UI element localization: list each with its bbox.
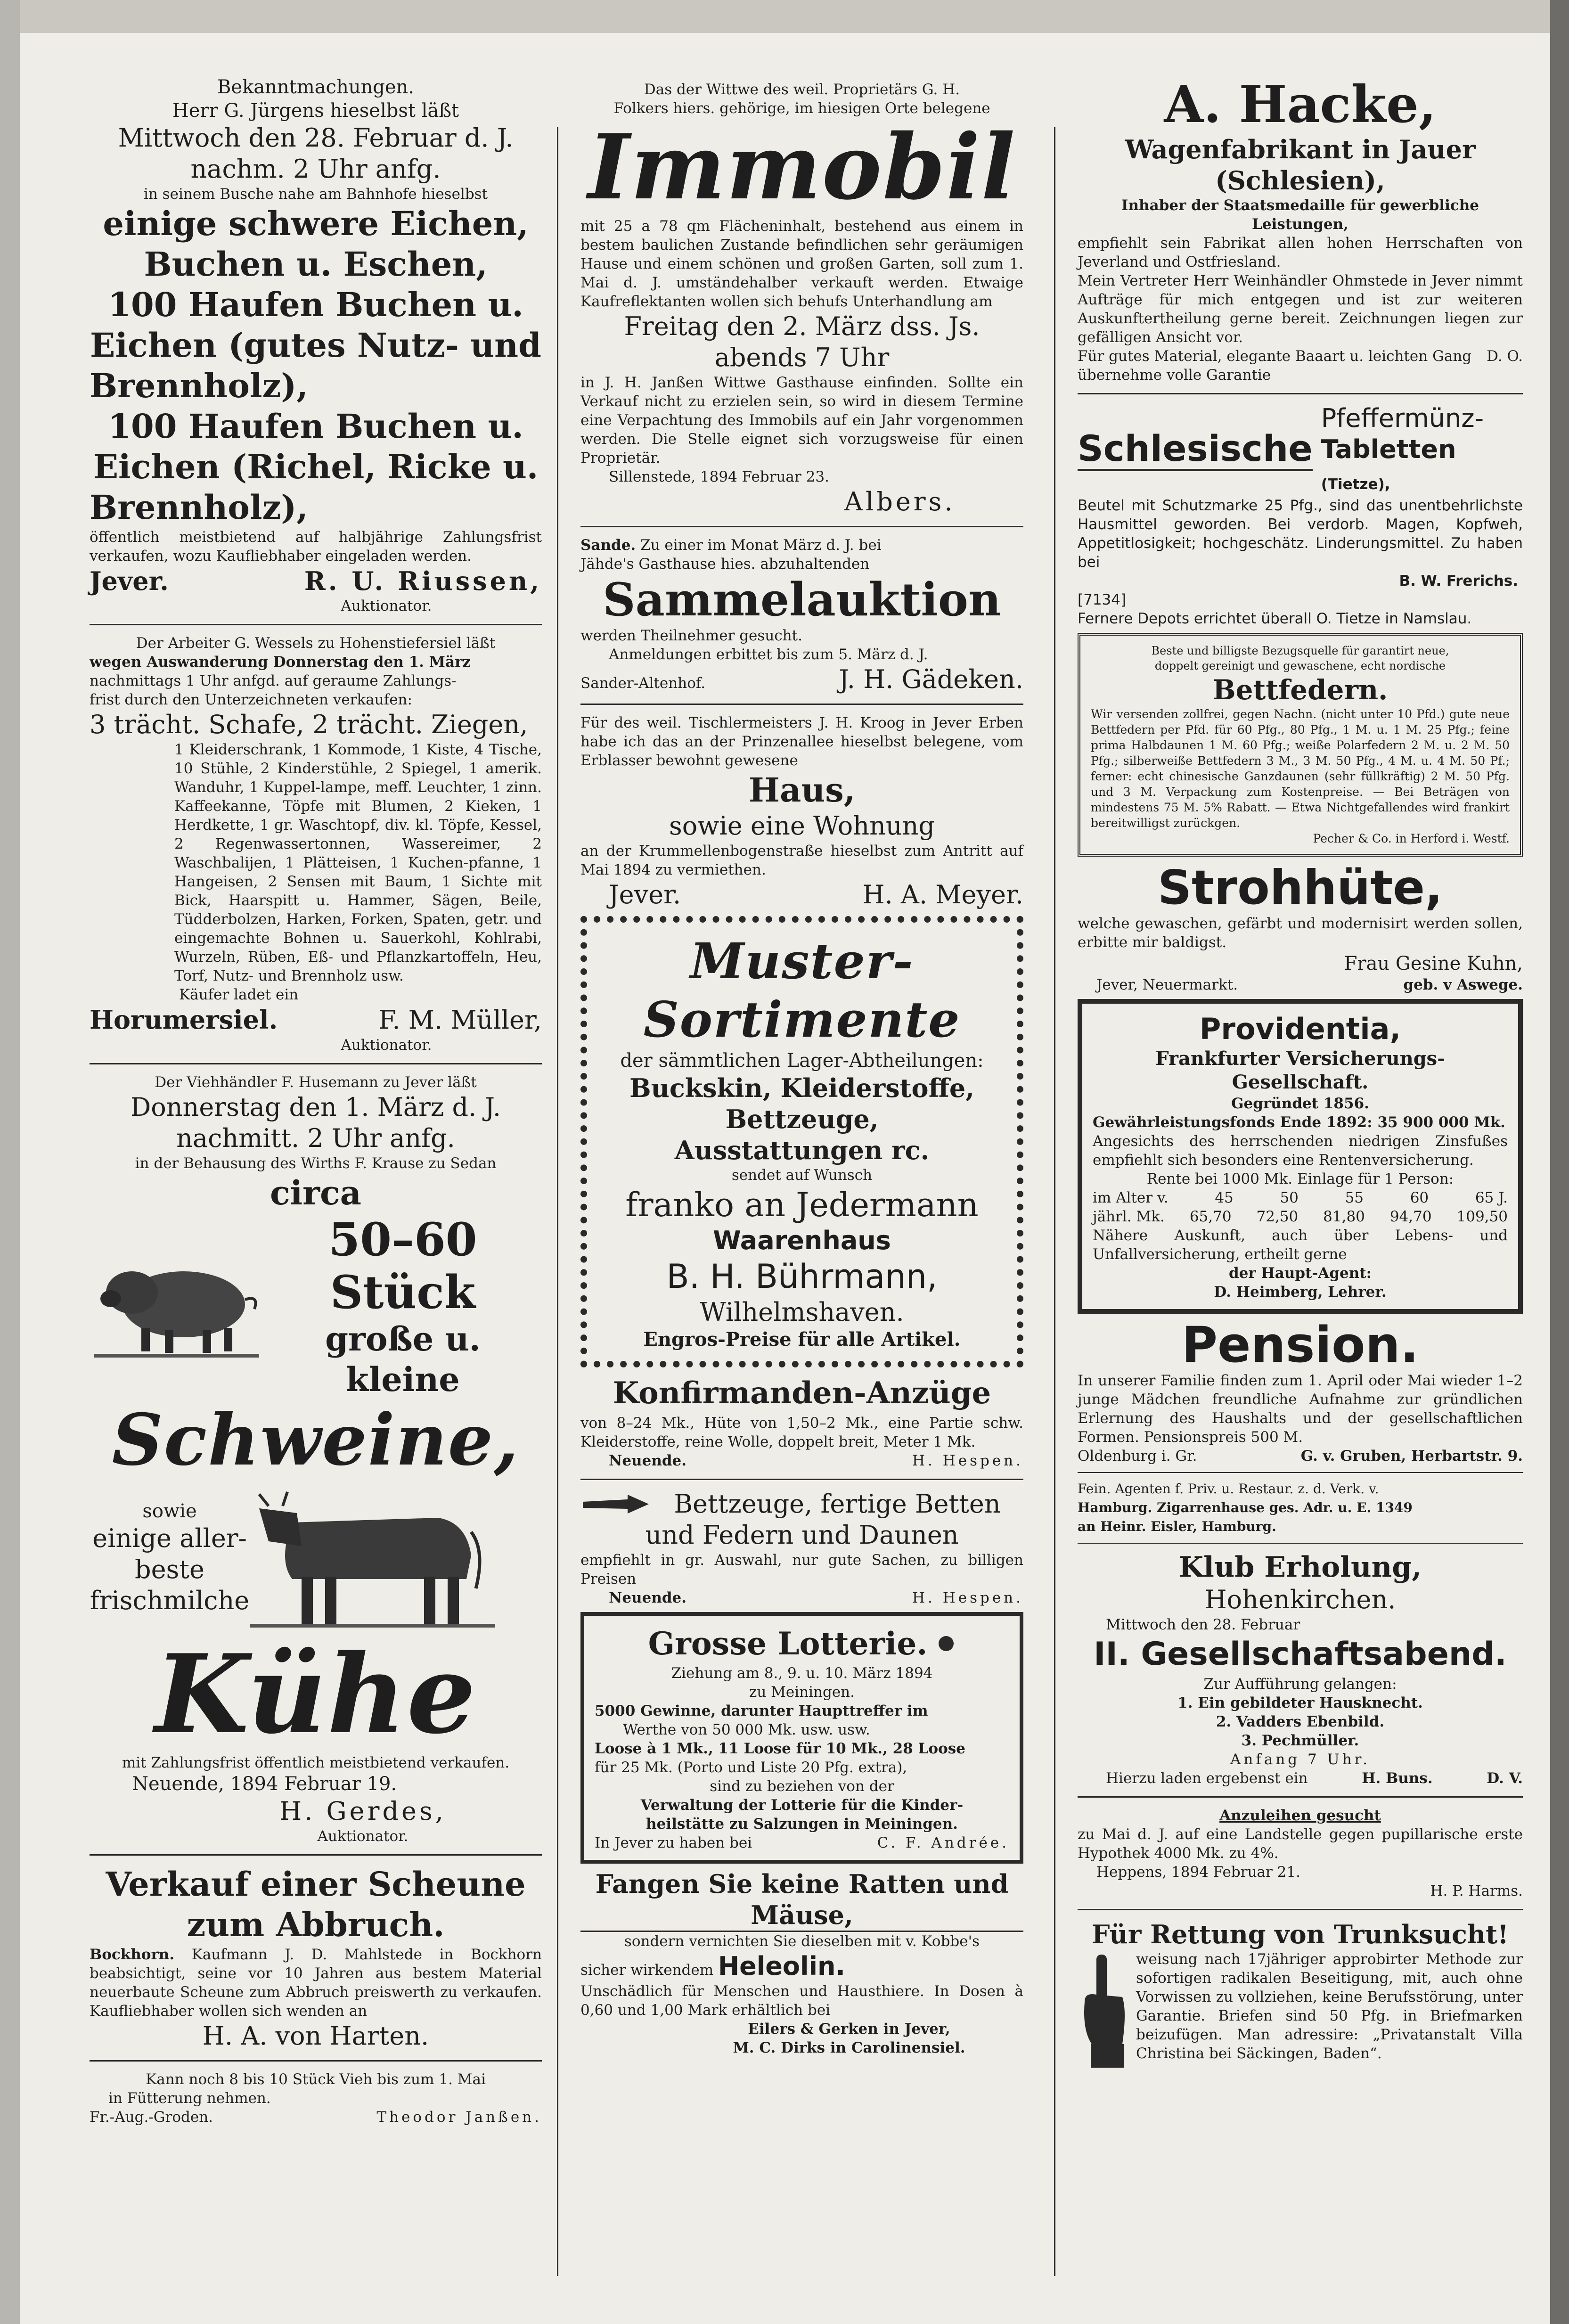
ad-bedding — [580, 1489, 1023, 1607]
ad-line: große u. kleine — [325, 1319, 481, 1399]
ad-title: zum Abbruch. — [187, 1905, 445, 1944]
section-heading: Bekanntmachungen. — [217, 76, 414, 98]
ad-divider — [580, 704, 1023, 705]
column-rule — [1054, 127, 1055, 2276]
ad-place: Jever. — [609, 880, 681, 909]
ad-loan-wanted — [1078, 1806, 1523, 1900]
ad-line: Beste und billigste Bezugsquelle für garantirt neue, — [1151, 644, 1449, 657]
rent-value: 65,70 — [1189, 1208, 1232, 1225]
ad-title: Konfirmanden-Anzüge — [613, 1375, 991, 1411]
ad-body: Angesichts des herrschenden niedrigen Zinsfußes empfiehlt sich besonders eine Rentenversicherung. — [1093, 1133, 1508, 1169]
ad-house-rent — [580, 713, 1023, 910]
ad-date: Neuende, 1894 Februar 19. — [132, 1773, 397, 1795]
ad-line: Anmeldungen erbittet bis zum 5. März d. J. — [609, 646, 928, 663]
ad-line: 100 Haufen Buchen u. — [108, 285, 523, 324]
ad-title: Pension. — [1181, 1316, 1419, 1374]
ad-body: Wir versenden zollfrei, gegen Nachn. (nicht unter 10 Pfd.) gute neue Bettfedern per Pfd. für 60 Pfg., 80 Pfg., 1 M. u. 1 M. 25 Pfg.; feine prima Halbdaunen 1 M. 60 Pfg.; weiße Polarfedern 2 M. u. 2 M. 50 Pfg.; silberweiße Bettfedern 3 M., 3 M. 50 Pfg., 4 M. u. 4 M. 50 Pf.; ferner: echt chinesische Ganzdaunen (sehr füllkräftig) 2 M. 50 Pfg. und 3 M. Verpackung zum Kostenpreise. — Bei Beträgen von mindestens 75 M. 5% Rabatt. — Etwa Nichtgefallendes wird frankirt bereitwilligst zurückgen. — [1091, 707, 1510, 830]
ad-line: in Fütterung nehmen. — [108, 2090, 271, 2107]
ad-divider — [90, 2060, 542, 2062]
ad-divider — [90, 1854, 542, 1856]
rent-age: 45 — [1215, 1189, 1234, 1206]
ad-signature: H. Gerdes, — [279, 1796, 446, 1826]
ad-role: Auktionator. — [317, 1828, 409, 1845]
ad-line: in seinem Busche nahe am Bahnhofe hieselbst — [143, 186, 488, 203]
ad-signature: R. U. Riussen, — [304, 566, 542, 596]
ad-line: Käufer ladet ein — [179, 986, 299, 1003]
ad-body: Unschädlich für Menschen und Hausthiere. In Dosen à 0,60 und 1,00 Mark erhältlich bei — [580, 1983, 1023, 2019]
ad-title: Sammelauktion — [603, 573, 1001, 626]
ad-line: Hamburg. Zigarrenhause ges. Adr. u. E. 1349 — [1078, 1500, 1413, 1515]
ad-body: zu Mai d. J. auf eine Landstelle gegen pupillarische erste Hypothek 4000 Mk. zu 4%. — [1078, 1826, 1523, 1862]
ad-brand: Heleolin. — [718, 1951, 846, 1981]
ad-line: Donnerstag den 1. März d. J. — [130, 1092, 501, 1122]
ad-line: Rente bei 1000 Mk. Einlage für 1 Person: — [1146, 1170, 1454, 1187]
ad-cattle-fodder — [90, 2070, 542, 2127]
ad-line: wegen Auswanderung Donnerstag den 1. März — [90, 654, 471, 671]
ad-signature: G. v. Gruben, Herbartstr. 9. — [1300, 1448, 1523, 1465]
ad-line: Buchen u. Eschen, — [144, 245, 488, 284]
ad-divider — [1078, 1909, 1523, 1910]
ad-line: Wilhelmshaven. — [700, 1297, 904, 1327]
ad-seller: Eilers & Gerken in Jever, — [748, 2021, 950, 2038]
ad-body: an der Krummellenbogenstraße hieselbst zum Antritt auf Mai 1894 zu vermiethen. — [580, 843, 1023, 878]
ad-carriage-maker — [1078, 75, 1523, 385]
ad-line: Verwaltung der Lotterie für die Kinder- — [640, 1797, 964, 1814]
ad-line: frist durch den Unterzeichneten verkaufen: — [90, 691, 412, 708]
ad-place: Neuende. — [609, 1452, 687, 1469]
ad-collective-auction — [580, 536, 1023, 695]
pointing-hand-icon — [580, 1490, 651, 1518]
ad-line: 100 Haufen Buchen u. — [108, 407, 523, 446]
ad-line: Eichen (Richel, Ricke u. — [93, 447, 539, 486]
ad-signature: D. O. — [1487, 348, 1523, 365]
ad-date: Sillenstede, 1894 Februar 23. — [609, 468, 829, 485]
column-3 — [1078, 75, 1523, 2072]
ad-divider — [1078, 1543, 1523, 1544]
ad-title: und Federn und Daunen — [645, 1520, 959, 1550]
ad-line: mit Zahlungsfrist öffentlich meistbietend verkaufen. — [122, 1754, 510, 1771]
ad-body: Mein Vertreter Herr Weinhändler Ohmstede in Jever nimmt Aufträge für mich entgegen und ist zur weiteren Auskunftertheilung gerne bereit. Zeichnungen liegen zur gefälligen Ansicht vor. — [1078, 272, 1523, 346]
ad-place: Jever. — [90, 566, 169, 596]
ad-line: der Haupt-Agent: — [1228, 1265, 1372, 1282]
ad-lead: Sande. — [580, 537, 636, 554]
ad-place: Neuende. — [609, 1589, 687, 1606]
ad-title: Für Rettung von Trunksucht! — [1092, 1919, 1509, 1949]
ad-line: heilstätte zu Salzungen in Meiningen. — [646, 1816, 958, 1833]
ad-line: Fein. Agenten f. Priv. u. Restaur. z. d. Verk. v. — [1078, 1481, 1379, 1497]
ad-line: sendet auf Wunsch — [731, 1167, 873, 1184]
ad-line: Brennholz), — [90, 366, 308, 405]
ad-place: Oldenburg i. Gr. — [1078, 1448, 1197, 1465]
ad-line: Anfang 7 Uhr. — [1230, 1751, 1370, 1768]
ad-line: Das der Wittwe des weil. Proprietärs G. H. — [644, 81, 960, 98]
rent-age: 65 J. — [1475, 1189, 1508, 1206]
ad-divider — [580, 526, 1023, 527]
ad-line: Engros-Preise für alle Artikel. — [643, 1328, 961, 1350]
ad-line: 3. Pechmüller. — [1241, 1732, 1359, 1749]
ad-signature: H. P. Harms. — [1430, 1882, 1523, 1899]
ad-body: in J. H. Janßen Wittwe Gasthause einfinden. Sollte ein Verkauf nicht zu erzielen sein, so wird in diesem Termine eine Verpachtung des Immobils auf ein Jahr vorgenommen werden. Die Stelle eignet sich vorzugsweise für einen Proprietär. — [580, 374, 1023, 466]
ad-firm: Pecher & Co. in Herford i. Westf. — [1313, 832, 1510, 845]
ad-line: 50–60 Stück — [328, 1213, 477, 1319]
ad-seller: M. C. Dirks in Carolinensiel. — [733, 2039, 965, 2056]
ad-bedfeathers-box — [1078, 633, 1523, 857]
ad-line: Leistungen, — [1252, 216, 1348, 233]
ad-body: Nähere Auskunft, auch über Lebens- und Unfallversicherung, ertheilt gerne — [1093, 1227, 1508, 1263]
ad-line: sondern vernichten Sie dieselben mit v. Kobbe's — [624, 1933, 980, 1950]
rent-age: 55 — [1345, 1189, 1364, 1206]
rent-label: jährl. Mk. — [1093, 1208, 1165, 1225]
ad-title: A. Hacke, — [1164, 75, 1437, 134]
rent-value: 81,80 — [1323, 1208, 1365, 1225]
ad-signature: C. F. Andrée. — [877, 1834, 1009, 1851]
ad-signature: H. A. Meyer. — [862, 880, 1023, 909]
ad-insurance-box — [1078, 999, 1523, 1314]
ad-line: Jähde's Gasthause hies. abzuhaltenden — [580, 556, 870, 573]
ad-role: Auktionator. — [341, 1037, 432, 1054]
ad-line: circa — [270, 1173, 362, 1212]
ad-alcoholism-cure — [1078, 1919, 1523, 2072]
ad-line: Brennholz), — [90, 488, 308, 527]
ad-body: empfiehlt sein Fabrikat allen hohen Herrschaften von Jeverland und Ostfriesland. — [1078, 235, 1523, 270]
ad-line: nachmittags 1 Uhr anfgd. auf geraume Zahlungs- — [90, 672, 457, 689]
ad-line: abends 7 Uhr — [714, 343, 890, 372]
ad-place: Sander-Altenhof. — [580, 675, 706, 692]
pig-illustration — [90, 1248, 264, 1366]
rent-value: 109,50 — [1456, 1208, 1508, 1225]
ad-title: Muster-Sortimente — [643, 932, 961, 1048]
ad-title: Verkauf einer Scheune — [106, 1865, 526, 1904]
scan-border-left — [0, 0, 20, 2324]
ad-line: Folkers hiers. gehörige, im hiesigen Orte belegene — [613, 100, 990, 117]
ad-line: B. H. Bührmann, — [666, 1257, 938, 1296]
ad-line: sicher wirkendem — [580, 1962, 714, 1979]
ad-body: Für des weil. Tischlermeisters J. H. Kroog in Jever Erben habe ich das an der Prinzenallee hieselbst belegene, vom Erblasser bewohnt gewesene — [580, 714, 1023, 769]
ad-title: Strohhüte, — [1157, 860, 1443, 915]
pointing-hand-icon — [1078, 1950, 1129, 2072]
ad-body: mit 25 a 78 qm Flächeninhalt, bestehend aus einem in bestem baulichen Zustande befindlichen sehr geräumigen Hause und einem schönen und großen Garten, soll zum 1. Mai d. J. umständehalber verkauft werden. Etwaige Kaufreflektanten wollen sich behufs Unterhandlung am — [580, 218, 1023, 310]
ad-line: Herr G. Jürgens hieselbst läßt — [172, 100, 459, 122]
ad-sample-assortments-box — [580, 916, 1023, 1367]
ad-title: Haus, — [748, 770, 856, 810]
column-rule — [557, 127, 558, 2276]
ad-line: in der Behausung des Wirths F. Krause zu Sedan — [135, 1155, 497, 1172]
ad-line: Inhaber der Staatsmedaille für gewerbliche — [1121, 197, 1479, 214]
ad-line: Gegründet 1856. — [1231, 1095, 1369, 1112]
rent-age: 50 — [1280, 1189, 1299, 1206]
ad-title: Fangen Sie keine Ratten und Mäuse, — [580, 1868, 1023, 1932]
ad-line: franko an Jedermann — [625, 1186, 979, 1224]
ad-title: Grosse Lotterie. — [648, 1625, 928, 1662]
ad-line: Hohenkirchen. — [1204, 1585, 1396, 1614]
ad-signature: geb. v Aswege. — [1403, 976, 1523, 993]
ad-title: Anzuleihen gesucht — [1219, 1807, 1381, 1824]
ad-divider — [1078, 1472, 1523, 1473]
ad-divider — [580, 1479, 1023, 1480]
ad-line: der sämmtlichen Lager-Abtheilungen: — [620, 1050, 984, 1072]
ad-line: einige aller- — [92, 1523, 247, 1553]
ad-body: Beutel mit Schutzmarke 25 Pfg., sind das unentbehrlichste Hausmittel geworden. Bei verdorb. Magen, Kopfweh, Appetitlosigkeit; hochgeschätz. Linderungsmittel. Zu haben bei — [1078, 497, 1523, 571]
ad-line: Zu einer im Monat März d. J. bei — [640, 537, 882, 554]
ad-title-cows: Kühe — [155, 1631, 477, 1758]
ad-line: an Heinr. Eisler, Hamburg. — [1078, 1519, 1276, 1534]
ad-line: Kann noch 8 bis 10 Stück Vieh bis zum 1. Mai — [146, 2071, 486, 2088]
ad-body: weisung nach 17jähriger approbirter Methode zur sofortigen radikalen Beseitigung, mit, auch ohne Vorwissen zu vollziehen, keine Berufsstörung, unter Garantie. Briefen sind 50 Pfg. in Briefmarken beizufügen. Man adressire: „Privatanstalt Villa Christina bei Säckingen, Baden“. — [1136, 1951, 1523, 2062]
ad-cigar-agents — [1078, 1480, 1523, 1536]
ad-rat-poison — [580, 1868, 1023, 2057]
ad-line: Ausstattungen rc. — [674, 1135, 930, 1165]
ad-line: nachmitt. 2 Uhr anfg. — [176, 1123, 455, 1153]
ad-line: Wagenfabrikant in Jauer (Schlesien), — [1125, 134, 1476, 196]
ad-line: Mittwoch den 28. Februar d. J. — [118, 123, 514, 153]
ad-role: Auktionator. — [341, 597, 432, 614]
ad-line: einige schwere Eichen, — [103, 204, 529, 243]
ad-place: Heppens, 1894 Februar 21. — [1096, 1864, 1300, 1881]
rent-label: im Alter v. — [1093, 1189, 1169, 1206]
bullet-icon — [937, 1634, 956, 1653]
ad-place: Fr.-Aug.-Groden. — [90, 2109, 213, 2126]
ad-line: Hierzu laden ergebenst ein — [1106, 1770, 1308, 1787]
ad-title: Immobil — [588, 115, 1016, 220]
ad-line: 3 trächt. Schafe, 2 trächt. Ziegen, — [90, 710, 528, 739]
ad-pension — [1078, 1318, 1523, 1465]
ad-property-sale — [580, 80, 1023, 517]
ad-body: 1 Kleiderschrank, 1 Kommode, 1 Kiste, 4 Tische, 10 Stühle, 2 Kinderstühle, 2 Spiegel, 1 amerik. Wanduhr, 1 Kuppel-lampe, meff. Leuchter, 1 zinn. Kaffeekanne, Töpfe mit Blumen, 2 Kieken, 1 Herdkette, 1 gr. Waschtopf, div. kl. Töpfe, Kessel, 2 Regenwassertonnen, Wassereimer, 2 Waschbalijen, 1 Plätteisen, 1 Kuchen-pfanne, 1 Hangeisen, 2 Sensen mit Baum, 1 Sichte mit Bick, Haarspitt u. Hammer, Sägen, Beile, Tüdderbolzen, Harken, Forken, Spaten, getr. und eingemachte Bohnen u. Sauerkohl, Kohlrabi, Wurzeln, Rüben, Eß- und Pflanzkartoffeln, Heu, Torf, Nutz- und Brennholz usw. — [174, 741, 542, 984]
ad-body: In unserer Familie finden zum 1. April oder Mai wieder 1–2 junge Mädchen freundliche Aufnahme zur gründlichen Erlernung des Haushalts und der gesellschaftlichen Formen. Pensionspreis 500 M. — [1078, 1372, 1523, 1446]
ad-body: welche gewaschen, gefärbt und modernisirt werden sollen, erbitte mir baldigst. — [1078, 915, 1523, 951]
column-2 — [580, 80, 1023, 2057]
ad-line: beste — [135, 1555, 204, 1584]
ad-line: Gewährleistungsfonds Ende 1892: 35 900 000 Mk. — [1093, 1114, 1505, 1131]
ad-brand: Schlesische — [1078, 428, 1313, 471]
ad-line: Eichen (gutes Nutz- und — [90, 326, 541, 365]
ad-place: Horumersiel. — [90, 1005, 278, 1035]
ad-line: Freitag den 2. März dss. Js. — [624, 311, 980, 341]
ad-line: 2. Vadders Ebenbild. — [1216, 1713, 1385, 1730]
ad-signature: H. Hespen. — [912, 1589, 1023, 1606]
ad-line: Zur Aufführung gelangen: — [1203, 1676, 1397, 1693]
ad-line: Werthe von 50 000 Mk. usw. usw. — [623, 1721, 870, 1738]
scan-border-top — [0, 0, 1569, 33]
ad-signature: H. Buns. — [1362, 1770, 1433, 1787]
ad-signature: Albers. — [844, 487, 956, 516]
ad-signature: F. M. Müller, — [378, 1005, 542, 1035]
ad-body: Für gutes Material, elegante Baaart u. leichten Gang übernehme volle Garantie — [1078, 348, 1472, 384]
ad-place: Jever, Neuermarkt. — [1096, 976, 1238, 993]
ad-divider — [90, 1063, 542, 1064]
ad-line: Loose à 1 Mk., 11 Loose für 10 Mk., 28 Loose — [595, 1740, 965, 1757]
rent-value: 94,70 — [1389, 1208, 1432, 1225]
ad-signature: H. Hespen. — [912, 1452, 1023, 1469]
ad-line: II. Gesellschaftsabend. — [1094, 1636, 1507, 1673]
ad-seller: B. W. Frerichs. — [1399, 573, 1518, 589]
ad-line: sowie — [142, 1500, 197, 1522]
ad-divider — [90, 624, 542, 625]
ad-straw-hats — [1078, 861, 1523, 994]
ad-line: 1. Ein gebildeter Hausknecht. — [1177, 1694, 1423, 1711]
ad-line: Fernere Depots errichtet überall O. Tietze in Namslau. — [1078, 610, 1472, 627]
ad-livestock-auction — [90, 1073, 542, 1846]
ad-signature: H. A. von Harten. — [202, 2021, 429, 2051]
ad-code: [7134] — [1078, 591, 1127, 608]
ad-title: Bettfedern. — [1212, 674, 1388, 706]
ad-body: öffentlich meistbietend auf halbjährige Zahlungsfrist verkaufen, wozu Kaufliebhaber eingeladen werden. — [90, 529, 542, 565]
ad-body: empfiehlt in gr. Auswahl, nur gute Sachen, zu billigen Preisen — [580, 1552, 1023, 1588]
ad-line: werden Theilnehmer gesucht. — [580, 627, 802, 644]
ad-wood-auction — [90, 75, 542, 615]
ad-body: von 8–24 Mk., Hüte von 1,50–2 Mk., eine Partie schw. Kleiderstoffe, reine Wolle, doppelt breit, Meter 1 Mk. — [580, 1415, 1023, 1450]
cow-illustration — [250, 1480, 495, 1636]
rent-table-ages — [1093, 1188, 1508, 1207]
ad-confirmation-suits — [580, 1373, 1023, 1470]
ad-line: Frankfurter Versicherungs-Gesellschaft. — [1155, 1047, 1445, 1093]
scan-border-right — [1550, 0, 1569, 2324]
ad-line: Der Viehhändler F. Husemann zu Jever läßt — [155, 1074, 477, 1091]
ad-line: für 25 Mk. (Porto und Liste 20 Pfg. extra), — [595, 1759, 907, 1776]
ad-signature: Frau Gesine Kuhn, — [1344, 953, 1523, 974]
ad-signature: D. Heimberg, Lehrer. — [1214, 1284, 1387, 1301]
ad-title: Klub Erholung, — [1178, 1551, 1422, 1584]
ad-title: (Tietze), — [1321, 476, 1390, 493]
ad-line: Waarenhaus — [713, 1226, 891, 1255]
ad-club-evening — [1078, 1550, 1523, 1788]
ad-title-swine: Schweine, — [112, 1399, 520, 1481]
ad-line: zu Meiningen. — [749, 1684, 855, 1701]
rent-value: 72,50 — [1256, 1208, 1299, 1225]
ad-title: Pfeffermünz- — [1321, 403, 1484, 433]
column-1 — [90, 75, 542, 2127]
rent-age: 60 — [1410, 1189, 1429, 1206]
ad-title: Tabletten — [1321, 434, 1456, 464]
ad-line: nachm. 2 Uhr anfg. — [190, 154, 441, 184]
ad-signature: J. H. Gädeken. — [839, 664, 1023, 694]
ad-peppermint-tablets — [1078, 403, 1523, 628]
ad-subtitle: sowie eine Wohnung — [669, 811, 935, 841]
ad-line: In Jever zu haben bei — [595, 1834, 752, 1851]
ad-signature: Theodor Janßen. — [376, 2109, 542, 2126]
ad-body: Kaufmann J. D. Mahlstede in Bockhorn beabsichtigt, seine vor 10 Jahren aus bestem Material neuerbaute Scheune zum Abbruch preiswerth zu verkaufen. Kaufliebhaber wollen sich wenden an — [90, 1946, 542, 2020]
ad-line: Buckskin, Kleiderstoffe, Bettzeuge, — [629, 1073, 975, 1134]
ad-divider — [1078, 1796, 1523, 1798]
ad-signature: D. V. — [1487, 1770, 1523, 1787]
ad-household-auction — [90, 634, 542, 1055]
ad-line: Mittwoch den 28. Februar — [1106, 1616, 1300, 1633]
ad-line: 5000 Gewinne, darunter Haupttreffer im — [595, 1702, 928, 1719]
ad-divider — [1078, 393, 1523, 394]
ad-lottery-box — [580, 1612, 1023, 1864]
newspaper-page — [20, 33, 1550, 2324]
ad-barn-sale — [90, 1864, 542, 2052]
rent-table-values — [1093, 1207, 1508, 1226]
ad-lead: Bockhorn. — [90, 1946, 175, 1963]
ad-line: doppelt gereinigt und gewaschene, echt nordische — [1154, 659, 1446, 672]
ad-title: Providentia, — [1199, 1012, 1401, 1046]
ad-line: frischmilche — [90, 1586, 250, 1615]
ad-line: Der Arbeiter G. Wessels zu Hohenstiefersiel läßt — [136, 635, 496, 652]
ad-line: Ziehung am 8., 9. u. 10. März 1894 — [671, 1665, 933, 1682]
ad-line: sind zu beziehen von der — [710, 1778, 894, 1795]
ad-title: Bettzeuge, fertige Betten — [674, 1489, 1001, 1519]
